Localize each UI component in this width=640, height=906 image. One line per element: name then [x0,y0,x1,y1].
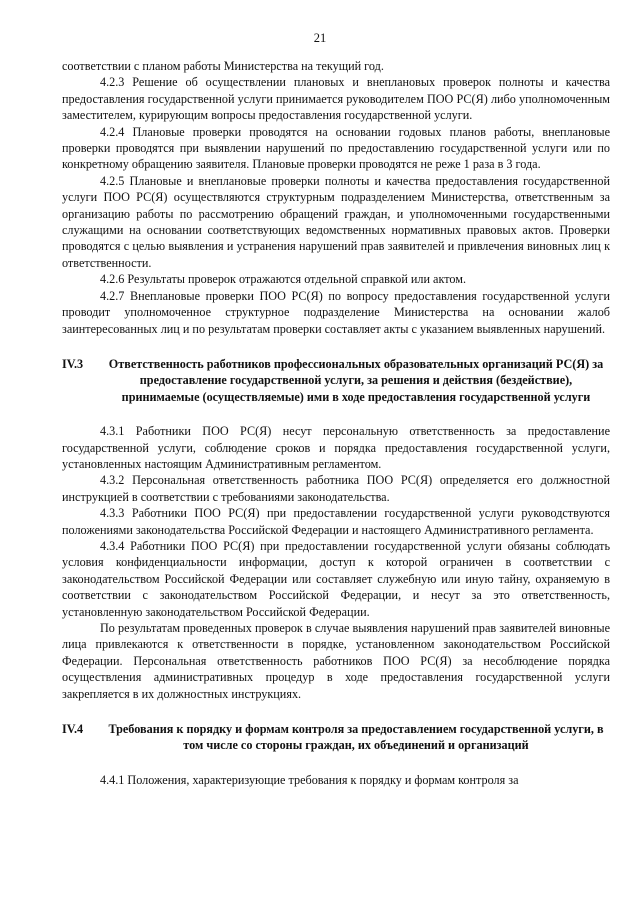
paragraph: 4.3.3 Работники ПОО РС(Я) при предоставлении государственной услуги руководствуются положениями законодательства Российской Федерации и настоящего Административного регламента. [62,506,610,537]
section-iv4-heading [62,721,610,754]
paragraph: 4.3.1 Работники ПОО РС(Я) несут персональную ответственность за предоставление государственной услуги, соблюдение сроков и порядка предоставления государственной услуги, установленных настоящим Административным регламентом. [62,424,610,471]
paragraph: 4.2.7 Внеплановые проверки ПОО РС(Я) по вопросу предоставления государственной услуги проводит уполномоченное структурное подразделение Министерства на основании жалоб заинтересованных лиц и по результатам проверки составляет акты с указанием выявленных нарушений. [62,288,610,336]
section-iv3-heading [62,356,610,405]
section-iv4-title: Требования к порядку и формам контроля за предоставлением государственной услуги, в том числе со стороны граждан, их объединений и организаций [108,722,604,753]
section-iv3-body [62,423,610,702]
paragraph: 4.2.4 Плановые проверки проводятся на основании годовых планов работы, внеплановые проверки проводятся при выявлении нарушений по предоставлению государственной услуги или по конкретному обращению заявителя. Плановые проверки проводятся не реже 1 раза в 3 года. [62,124,610,172]
paragraph: По результатам проведенных проверок в случае выявления нарушений прав заявителей виновные лица привлекаются к ответственности в порядке, установленном законодательством Российской Федерации. Персональная ответственность работников ПОО РС(Я) за несоблюдение порядка осуществления административных процедур в ходе предоставления государственной услуги закрепляется в их должностных инструкциях. [62,621,610,701]
paragraph: 4.2.3 Решение об осуществлении плановых и внеплановых проверок полноты и качества предоставления государственной услуги принимается руководителем ПОО РС(Я) либо уполномоченным заместителем, курирующим вопросы предоставления государственной услуги. [62,75,610,123]
page-body [62,58,610,788]
section-iv4-body [62,772,610,788]
section-iv3-number: IV.3 [62,356,84,371]
paragraph: 4.3.2 Персональная ответственность работника ПОО РС(Я) определяется его должностной инструкцией в соответствии с требованиями законодательства. [62,473,610,504]
section-iv2-tail [62,58,610,337]
paragraph: 4.2.5 Плановые и внеплановые проверки полноты и качества предоставления государственной услуги ПОО РС(Я) осуществляются структурным подразделением Министерства, ответственным за организацию работы по рассмотрению обращений граждан, и уполномоченными государственными служащими на основании соответствующих ведомственных нормативных правовых актов. Проверки проводятся с целью выявления и устранения нарушений прав заявителей и привлечения виновных лиц к ответственности. [62,173,610,270]
page-number: 21 [313,31,327,45]
section-iv3-title: Ответственность работников профессиональных образовательных организаций РС(Я) за предоставление государственной услуги, за решения и действия (бездействие), принимаемые (осуществляемые) ими в ходе предоставления государственной услуги [108,356,604,404]
paragraph: 4.3.4 Работники ПОО РС(Я) при предоставлении государственной услуги обязаны соблюдать условия конфиденциальности информации, доступ к которой ограничен в соответствии с законодательством Российской Федерации или составляет служебную или иную тайну, охраняемую в соответствии с законодательством Российской Федерации, и несут за это ответственность, установленную законодательством Российской Федерации. [62,538,610,619]
paragraph: 4.2.6 Результаты проверок отражаются отдельной справкой или актом. [100,272,467,287]
section-iv4-number: IV.4 [62,722,84,737]
paragraph: соответствии с планом работы Министерства на текущий год. [62,59,384,73]
paragraph: 4.4.1 Положения, характеризующие требования к порядку и формам контроля за [100,772,519,787]
